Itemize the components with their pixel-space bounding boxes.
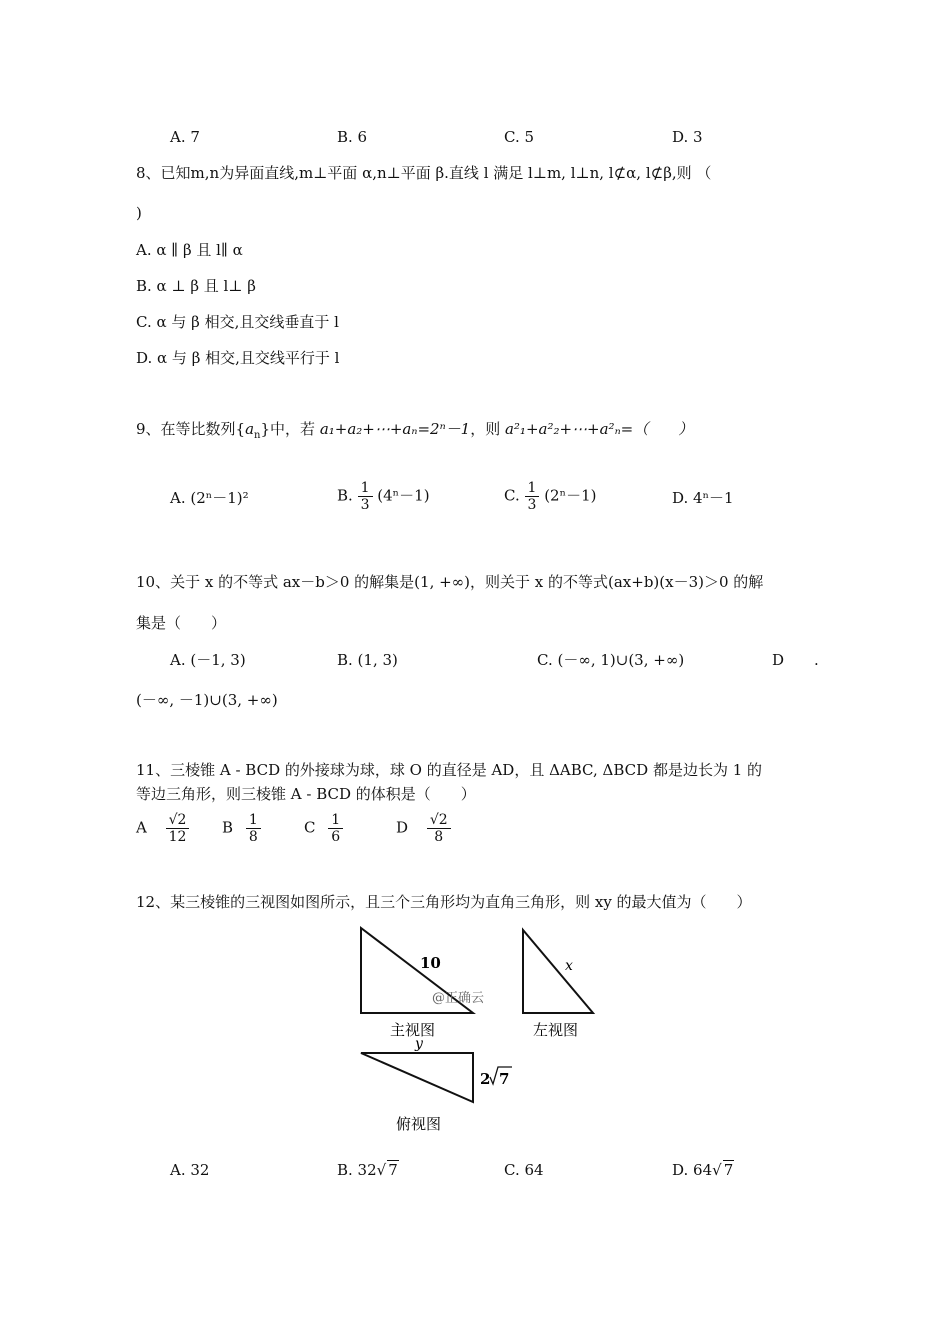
q9-c-denominator: 3 xyxy=(527,497,537,513)
q11-a-label: A xyxy=(136,818,147,837)
q9-mid2: ，则 xyxy=(470,420,505,438)
q11-option-c xyxy=(304,812,343,845)
q11-c-denominator: 6 xyxy=(331,829,341,845)
q9-a-symbol: a xyxy=(245,420,255,438)
label-2: 2 xyxy=(480,1070,491,1088)
q7-option-a: A. 7 xyxy=(170,128,200,146)
top-view-triangle xyxy=(361,1053,473,1102)
q9-b-rest: (4ⁿ－1) xyxy=(377,486,430,505)
q8-stem: 8、已知m,n为异面直线,m⊥平面 α,n⊥平面 β.直线 l 满足 l⊥m, l⊥n, l⊄α, l⊄β,则 （ xyxy=(136,164,712,182)
q10-line1: 10、关于 x 的不等式 ax－b＞0 的解集是(1, +∞)，则关于 x 的不等式(ax+b)(x－3)＞0 的解 xyxy=(136,573,764,591)
q12-option-b xyxy=(337,1160,399,1180)
q7-option-d: D. 3 xyxy=(672,128,703,146)
q11-b-fraction xyxy=(246,812,261,845)
q8-option-c: C. α 与 β 相交,且交线垂直于 l xyxy=(136,313,339,331)
q11-d-fraction xyxy=(427,812,451,845)
q9-c-rest: (2ⁿ－1) xyxy=(544,486,597,505)
q9-sum-lhs: a₁+a₂+⋯+aₙ=2ⁿ－1 xyxy=(319,420,471,438)
q9-c-label: C. xyxy=(504,486,520,505)
q9-n-subscript: n xyxy=(254,430,261,441)
q9-c-fraction xyxy=(525,480,540,513)
q10-option-c: C. (－∞, 1)∪(3, +∞) xyxy=(537,651,685,669)
q11-line1: 11、三棱锥 A - BCD 的外接球为球，球 O 的直径是 AD，且 ΔABC, ΔBCD 都是边长为 1 的 xyxy=(136,761,763,779)
q7-option-c: C. 5 xyxy=(504,128,535,146)
q11-option-d xyxy=(396,812,451,845)
q9-option-c xyxy=(504,480,596,513)
q11-b-numerator: 1 xyxy=(246,812,261,829)
q12-option-a: A. 32 xyxy=(170,1161,210,1179)
q12-d-radicand: 7 xyxy=(723,1161,734,1179)
q11-d-denominator: 8 xyxy=(434,829,444,845)
q11-b-denominator: 8 xyxy=(248,829,258,845)
q9-b-fraction xyxy=(358,480,373,513)
q11-c-label: C xyxy=(304,818,316,837)
q11-option-a xyxy=(136,812,189,845)
q8-option-a: A. α ∥ β 且 l∥ α xyxy=(136,241,243,259)
q9-mid1: }中，若 xyxy=(260,420,320,438)
label-7: 7 xyxy=(499,1070,510,1088)
q12-stem: 12、某三棱锥的三视图如图所示，且三个三角形均为直角三角形，则 xy 的最大值为（ ） xyxy=(136,893,752,911)
q9-c-numerator: 1 xyxy=(525,480,540,497)
q12-b-label: B. 32 xyxy=(337,1161,377,1179)
q10-option-a: A. (－1, 3) xyxy=(170,651,246,669)
caption-top-view: 俯视图 xyxy=(396,1115,442,1133)
q11-a-denominator: 12 xyxy=(168,829,187,845)
q8-option-d: D. α 与 β 相交,且交线平行于 l xyxy=(136,349,340,367)
q12-option-c: C. 64 xyxy=(504,1161,544,1179)
q11-a-numerator: √2 xyxy=(166,812,190,829)
three-view-diagram xyxy=(340,920,620,1140)
q8-paren-close: ) xyxy=(136,204,142,222)
q11-c-fraction xyxy=(328,812,343,845)
label-x: x xyxy=(565,958,573,974)
q11-d-label: D xyxy=(396,818,409,837)
q10-option-d-label: D . xyxy=(772,651,819,669)
q10-option-d-value: (－∞, －1)∪(3, +∞) xyxy=(136,691,278,709)
q12-d-radical-icon: √ xyxy=(712,1161,722,1179)
label-10: 10 xyxy=(420,954,441,972)
q11-a-fraction xyxy=(166,812,190,845)
q9-option-d: D. 4ⁿ－1 xyxy=(672,489,734,507)
q11-c-numerator: 1 xyxy=(328,812,343,829)
q12-option-d xyxy=(672,1160,734,1180)
q9-b-numerator: 1 xyxy=(358,480,373,497)
q8-option-b: B. α ⊥ β 且 l⊥ β xyxy=(136,277,256,295)
q12-b-radicand: 7 xyxy=(388,1161,398,1179)
q11-option-b xyxy=(222,812,261,845)
side-view-triangle xyxy=(523,930,593,1013)
q10-option-b: B. (1, 3) xyxy=(337,651,398,669)
q11-line2: 等边三角形，则三棱锥 A - BCD 的体积是（ ） xyxy=(136,785,476,803)
q11-b-label: B xyxy=(222,818,234,837)
q11-d-numerator: √2 xyxy=(427,812,451,829)
q12-d-label: D. 64 xyxy=(672,1161,713,1179)
q9-prefix: 9、在等比数列{ xyxy=(136,420,246,438)
label-y: y xyxy=(415,1036,423,1052)
q7-option-b: B. 6 xyxy=(337,128,368,146)
q10-line2: 集是（ ） xyxy=(136,614,227,632)
three-view-figure xyxy=(340,920,620,1144)
q9-option-a: A. (2ⁿ－1)² xyxy=(170,489,249,507)
q9-b-denominator: 3 xyxy=(360,497,370,513)
caption-side-view: 左视图 xyxy=(533,1021,579,1039)
caption-front-view: 主视图 xyxy=(390,1021,436,1039)
q12-b-radical-icon: √ xyxy=(376,1161,387,1179)
q9-stem xyxy=(136,419,693,446)
q9-option-b xyxy=(337,480,430,513)
q9-b-label: B. xyxy=(337,486,353,505)
watermark: @正确云 xyxy=(432,991,485,1006)
q9-sum-rhs: a²₁+a²₂+⋯+a²ₙ=（ ） xyxy=(504,420,694,438)
